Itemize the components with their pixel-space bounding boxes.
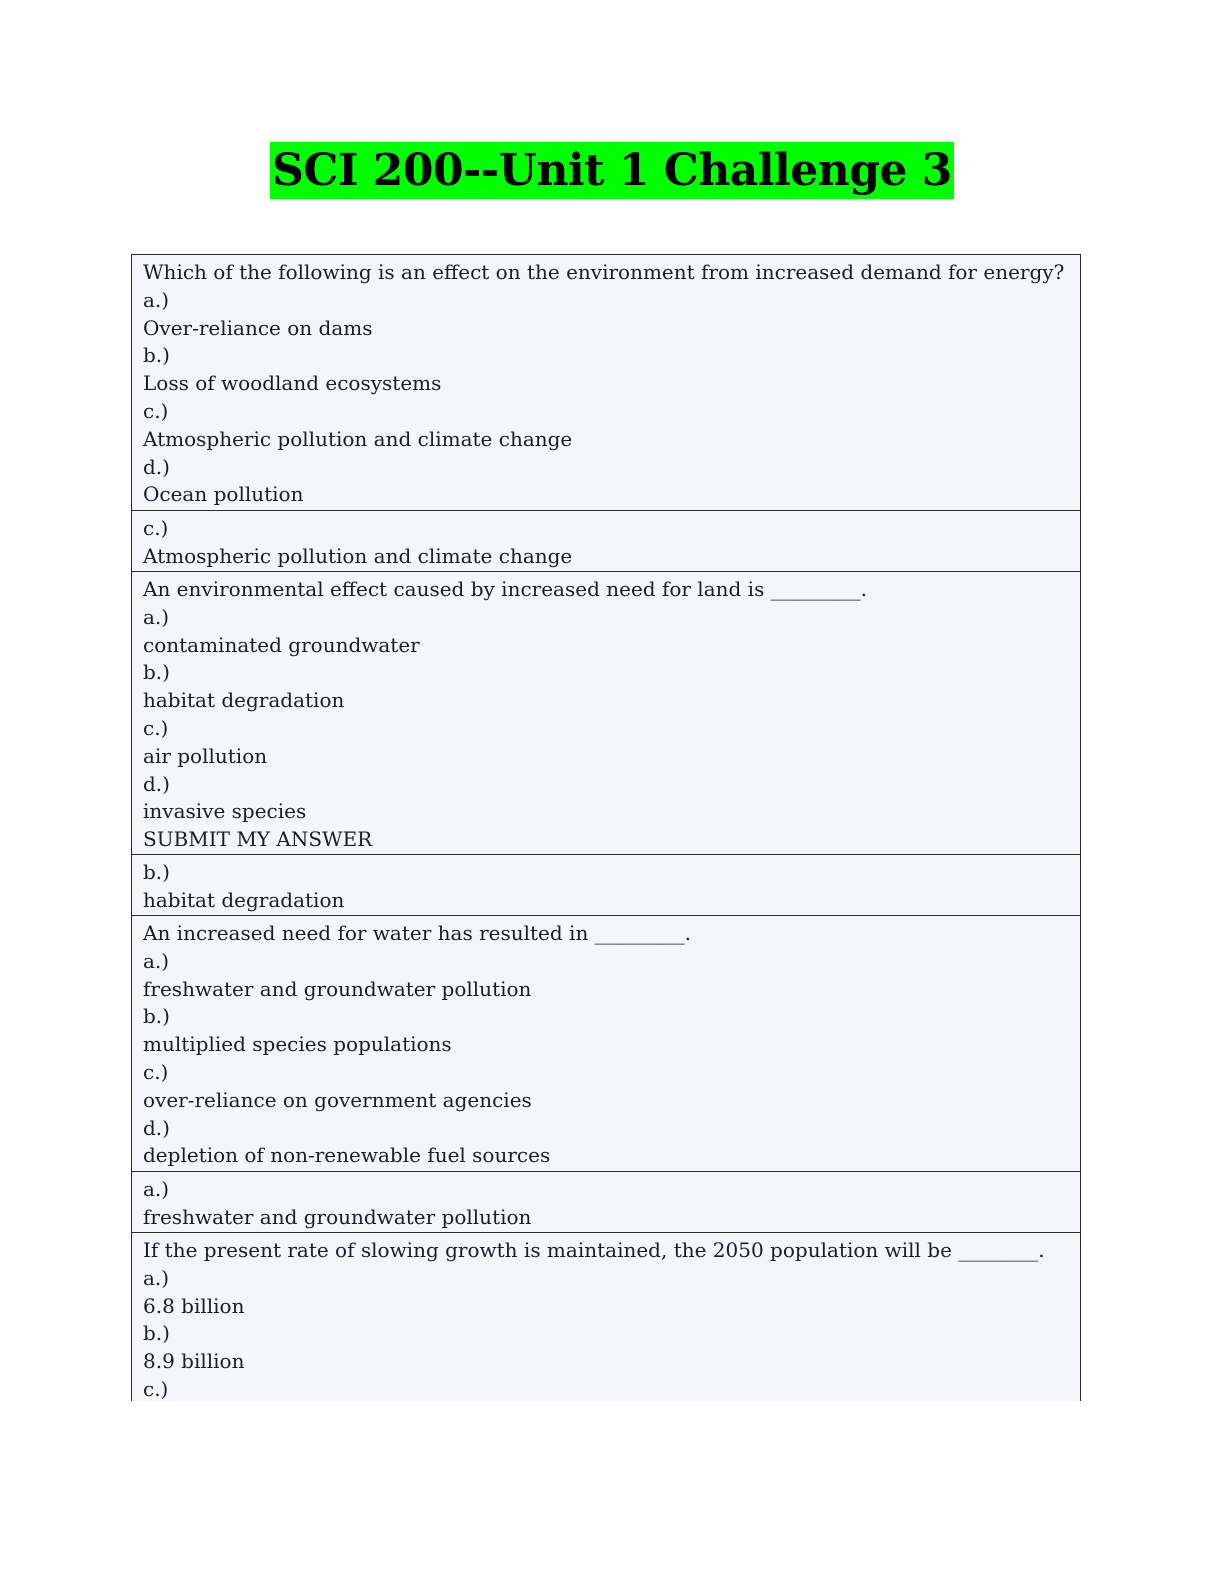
answer-text: habitat degradation bbox=[143, 887, 345, 912]
option-text: freshwater and groundwater pollution bbox=[143, 976, 532, 1001]
option-letter: a.) bbox=[143, 1265, 170, 1290]
title-wrapper bbox=[0, 142, 1224, 199]
option-letter: a.) bbox=[143, 948, 170, 973]
question-text: Which of the following is an effect on the environment from increased demand for energy? bbox=[143, 260, 1065, 284]
question-cell-1 bbox=[132, 255, 1080, 511]
option-letter: d.) bbox=[143, 771, 170, 796]
option-letter: b.) bbox=[143, 660, 170, 685]
option-letter: b.) bbox=[143, 343, 170, 368]
option-text: habitat degradation bbox=[143, 688, 345, 713]
question-text: If the present rate of slowing growth is maintained, the 2050 population will be ________. bbox=[143, 1238, 1045, 1262]
answer-cell-2 bbox=[132, 855, 1080, 916]
option-text: 6.8 billion bbox=[143, 1293, 245, 1318]
answer-cell-3 bbox=[132, 1172, 1080, 1233]
option-text: 8.9 billion bbox=[143, 1349, 245, 1374]
option-letter: b.) bbox=[143, 1321, 170, 1346]
answer-text: Atmospheric pollution and climate change bbox=[143, 543, 573, 568]
option-text: multiplied species populations bbox=[143, 1032, 452, 1057]
answer-letter: b.) bbox=[143, 860, 170, 884]
answer-cell-1 bbox=[132, 511, 1080, 572]
option-letter: d.) bbox=[143, 454, 170, 479]
page-title: SCI 200--Unit 1 Challenge 3 bbox=[270, 142, 954, 199]
question-cell-4 bbox=[132, 1233, 1080, 1401]
option-letter: c.) bbox=[143, 1059, 169, 1084]
option-letter: d.) bbox=[143, 1115, 170, 1140]
option-text: Over-reliance on dams bbox=[143, 315, 373, 340]
answer-letter: c.) bbox=[143, 516, 169, 540]
option-text: contaminated groundwater bbox=[143, 632, 420, 657]
option-text: depletion of non-renewable fuel sources bbox=[143, 1143, 551, 1168]
answer-text: freshwater and groundwater pollution bbox=[143, 1204, 532, 1229]
question-text: An increased need for water has resulted in _________. bbox=[143, 921, 692, 945]
option-letter: a.) bbox=[143, 287, 170, 312]
option-text: Atmospheric pollution and climate change bbox=[143, 426, 573, 451]
answer-letter: a.) bbox=[143, 1177, 170, 1201]
option-letter: c.) bbox=[143, 715, 169, 740]
option-text: air pollution bbox=[143, 743, 268, 768]
option-text: invasive species bbox=[143, 799, 307, 824]
option-letter: c.) bbox=[143, 1376, 169, 1401]
question-cell-2 bbox=[132, 572, 1080, 855]
option-letter: b.) bbox=[143, 1004, 170, 1029]
question-cell-3 bbox=[132, 916, 1080, 1172]
option-text: over-reliance on government agencies bbox=[143, 1087, 532, 1112]
option-letter: c.) bbox=[143, 398, 169, 423]
question-text: An environmental effect caused by increased need for land is _________. bbox=[143, 577, 868, 601]
option-text: Ocean pollution bbox=[143, 482, 304, 507]
submit-answer-text: SUBMIT MY ANSWER bbox=[143, 827, 373, 852]
quiz-table bbox=[131, 254, 1081, 1401]
option-letter: a.) bbox=[143, 604, 170, 629]
option-text: Loss of woodland ecosystems bbox=[143, 371, 442, 396]
